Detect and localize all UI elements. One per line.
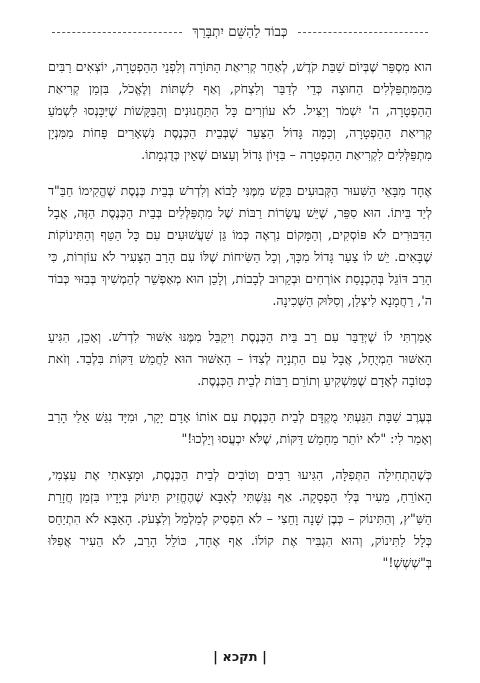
- running-title: כְּבוֹד לַהַשֵּׁם יִתְבָּרַךְ: [192, 24, 288, 40]
- page-number: | תקכא |: [213, 650, 267, 665]
- paragraph-4: בְּעֶרֶב שַׁבָּת הִגַּעְתִּי מֻקְדָּם לְבֵית הַכְּנֶסֶת עִם אוֹתוֹ אָדָם יָקָר, וּמִיָּד נִגַּשׁ אֵלַי הָרַב וְאָמַר לִי: "לֹא יוֹתֵר מֵחָמֵשׁ דַּקּוֹת, שֶׁלֹּא יִכְעֲסוּ וְיֵלְכוּ!": [48, 409, 432, 446]
- header-rule-left: [52, 32, 182, 33]
- page-header: [52, 20, 428, 44]
- header-rule-right: [298, 32, 428, 33]
- paragraph-2: אֶחָד מִבָּאֵי הַשִּׁעוּר הַקְּבוּעִים בִּקֵּשׁ מִמֶּנִּי לָבוֹא וְלִדְרֹשׁ בְּבֵית כְּנֶסֶת שֶׁהֱקִימוֹ חַבַּ"ד לְיַד בֵּיתוֹ. הוּא סִפֵּר, שֶׁיֵּשׁ עֲשָׂרוֹת רַבּוֹת שֶׁל מִתְפַּלְּלִים בְּבֵית הַכְּנֶסֶת הַזֶּה, אֲבָל הַדִּבּוּרִים לֹא פּוֹסְקִים, וְהַמָּקוֹם נִרְאֶה כְּמוֹ גַּן שַׁעֲשׁוּעִים עִם כָּל הַטַּף וְהַתִּינוֹקוֹת שֶׁבָּאִים. יֵשׁ לוֹ צַעַר גָּדוֹל מִכָּךְ, וְכָל הַשִּׂיחוֹת שֶׁלּוֹ עִם הָרַב הַצָּעִיר לֹא עוֹזְרוֹת, כִּי הָרַב דּוֹגֵל בְּהַכְנָסַת אוֹרְחִים וּבְקֵרוּב לְבָבוֹת, וְלָכֵן הוּא מְאַפְשֵׁר לְהַמְשִׁיךְ בְּבִזּוּי כְּבוֹד ה', רַחֲמָנָא לִיצְלַן, וְסִלּוּק הַשְּׁכִינָה.: [48, 183, 432, 308]
- paragraph-3: אָמַרְתִּי לוֹ שֶׁיְּדַבֵּר עִם רַב בֵּית הַכְּנֶסֶת וִיקַבֵּל מִמֶּנּוּ אִשּׁוּר לִדְרֹשׁ. וְאָכֵן, הִגִּיעַ הָאִשּׁוּר הַמְיֻחָל, אֲבָל עִם הַתְנָיָה לְצִדּוֹ – הָאִשּׁוּר הוּא לַחֲמֵשׁ דַּקּוֹת בִּלְבַד. וְזֹאת כְּטוֹבָה לְאָדָם שֶׁמַּשְׁקִיעַ וְתוֹרֵם רַבּוֹת לְבֵית הַכְּנֶסֶת.: [48, 329, 432, 388]
- body-text: [48, 56, 432, 588]
- paragraph-5: כְּשֶׁהַתְחִילָה הַתְּפִלָּה, הִגִּיעוּ רַבִּים וְטוֹבִים לְבֵית הַכְּנֶסֶת, וּמָצָאתִי אֶת עַצְמִי, הָאוֹרֵחַ, מֵעִיר בְּלִי הַפְסָקָה. אַף נִגַּשְׁתִּי לְאַבָּא שֶׁהֶחֱזִיק תִּינוֹק בְּיָדָיו בִּזְמַן חֲזָרַת הַשַּׁ"ץ, וְהַתִּינוֹק – כְּבֶן שָׁנָה וָחֵצִי – לֹא הִפְסִיק לְמַלְמֵל וְלִצְעֹק. הָאַבָּא לֹא הִתְיַחֵס כְּלָל לַתִּינוֹק, וְהוּא הִגְבִּיר אֶת קוֹלוֹ. אַף אֶחָד, כּוֹלֵל הָרַב, לֹא הֵעִיר אֲפִלּוּ בְּ"שְׁשְׁשְׁ!": [48, 467, 432, 570]
- paragraph-1: הוא מִסְפַּר שֶׁבְּיוֹם שַׁבַּת קֹדֶשׁ, לְאַחַר קְרִיאַת הַתּוֹרָה וְלִפְנֵי הַהַפְטָרָה, יוֹצְאִים רַבִּים מֵהַמִּתְפַּלְּלִים הַחוּצָה כְּדֵי לְדַבֵּר וְלִצְחֹק, וְאַף לִשְׁתּוֹת וְלֶאֱכֹל, בִּזְמַן קְרִיאַת הַהַפְטָרָה, ה' יִשְׁמֹר וְיַצִּיל. לֹא עוֹזְרִים כָּל הַתַּחֲנוּנִים וְהַבַּקָּשׁוֹת שֶׁיִּכָּנְסוּ לִשְׁמֹעַ קְרִיאַת הַהַפְטָרָה, וְכַמָּה גָּדוֹל הַצַּעַר שֶׁבְּבֵית הַכְּנֶסֶת נִשְׁאָרִים פָּחוֹת מִמִּנְיָן מִתְפַּלְּלִים לִקְרִיאַת הַהַפְטָרָה – בִּזָּיוֹן גָּדוֹל וְעַצּוּם שֶׁאֵין כְּדֻגְמָתוֹ.: [48, 59, 432, 162]
